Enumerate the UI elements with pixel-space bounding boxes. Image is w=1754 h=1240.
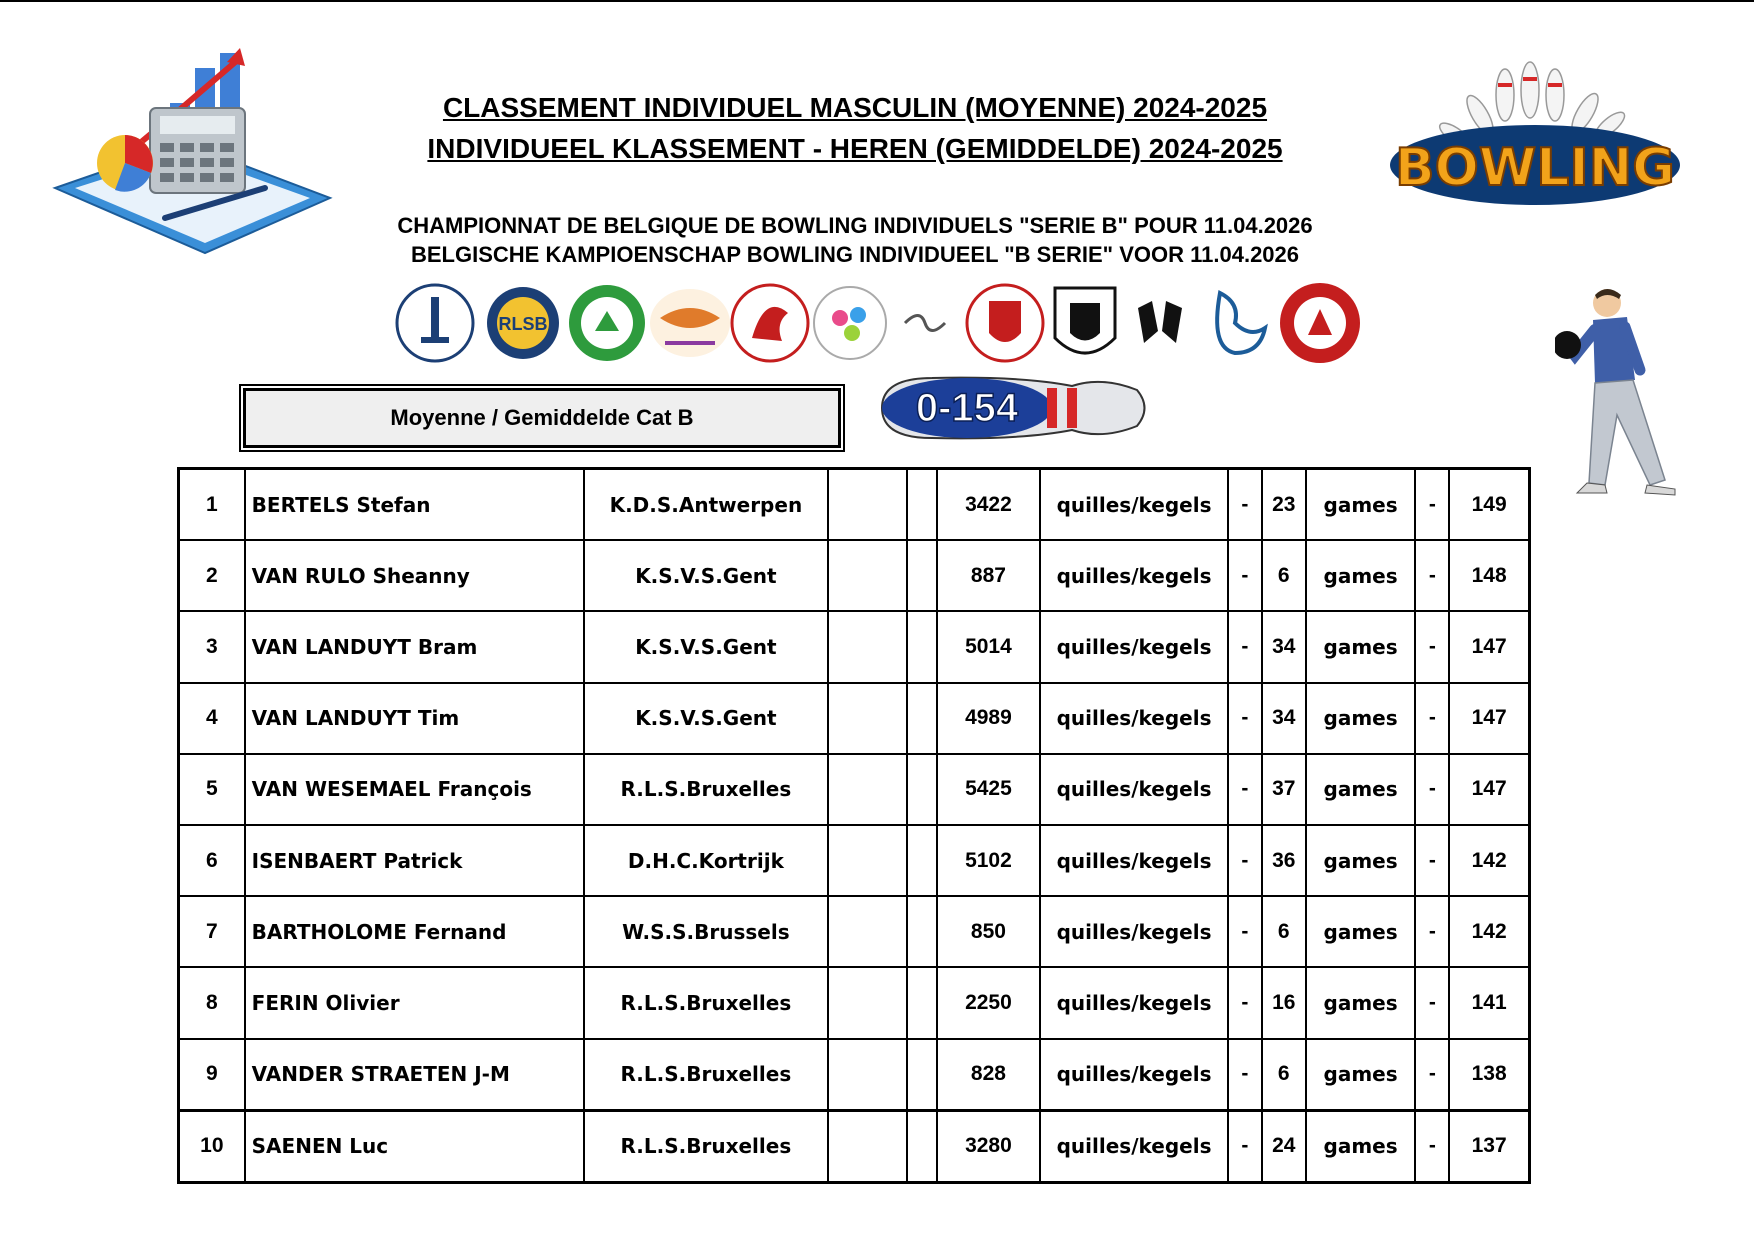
finance-chart-illustration [45, 48, 335, 268]
separator-cell: - [1415, 825, 1449, 896]
position-cell: 6 [179, 825, 245, 896]
category-range-pin [872, 372, 1157, 444]
pins-unit-cell: quilles/kegels [1040, 683, 1228, 754]
table-row [179, 540, 1530, 611]
pins-unit-cell: quilles/kegels [1040, 1110, 1228, 1182]
club-logo-3 [569, 285, 645, 361]
position-cell: 9 [179, 1039, 245, 1111]
club-cell: R.L.S.Bruxelles [584, 754, 828, 825]
average-cell: 147 [1449, 611, 1529, 682]
table-row [179, 611, 1530, 682]
club-logos-row [395, 278, 1415, 368]
pins-total-cell: 850 [937, 896, 1040, 967]
average-cell: 147 [1449, 754, 1529, 825]
pins-unit-cell: quilles/kegels [1040, 540, 1228, 611]
games-label-cell: games [1306, 469, 1416, 541]
club-logo-11 [1217, 293, 1265, 353]
games-label-cell: games [1306, 611, 1416, 682]
club-cell: D.H.C.Kortrijk [584, 825, 828, 896]
empty-cell [828, 967, 907, 1038]
table-row [179, 825, 1530, 896]
pins-unit-cell: quilles/kegels [1040, 611, 1228, 682]
games-count-cell: 36 [1262, 825, 1306, 896]
table-row [179, 754, 1530, 825]
player-name-cell: FERIN Olivier [245, 967, 584, 1038]
games-count-cell: 34 [1262, 683, 1306, 754]
separator-cell: - [1228, 1039, 1262, 1111]
club-logo-9 [1055, 288, 1115, 353]
pins-total-cell: 5102 [937, 825, 1040, 896]
bowling-logo-text: BOWLING [1395, 138, 1675, 198]
separator-cell: - [1415, 611, 1449, 682]
empty-cell [907, 469, 937, 541]
title-french: CLASSEMENT INDIVIDUEL MASCULIN (MOYENNE) 2024-2025 [442, 92, 1268, 123]
rankings-table [177, 467, 1531, 1184]
table-row [179, 1110, 1530, 1182]
games-count-cell: 24 [1262, 1110, 1306, 1182]
table-row [179, 1039, 1530, 1111]
separator-cell: - [1228, 683, 1262, 754]
empty-cell [828, 1110, 907, 1182]
games-label-cell: games [1306, 540, 1416, 611]
club-cell: K.D.S.Antwerpen [584, 469, 828, 541]
separator-cell: - [1415, 1039, 1449, 1111]
average-cell: 138 [1449, 1039, 1529, 1111]
club-logo-4 [650, 289, 730, 357]
category-range-text: 0-154 [915, 386, 1019, 430]
category-label-box: Moyenne / Gemiddelde Cat B [243, 388, 841, 448]
separator-cell: - [1415, 540, 1449, 611]
empty-cell [907, 1110, 937, 1182]
subtitle-dutch: BELGISCHE KAMPIOENSCHAP BOWLING INDIVIDUEEL "B SERIE" VOOR 11.04.2026 [410, 242, 1300, 267]
games-label-cell: games [1306, 967, 1416, 1038]
table-row [179, 967, 1530, 1038]
games-count-cell: 6 [1262, 1039, 1306, 1111]
position-cell: 7 [179, 896, 245, 967]
club-logo-1 [397, 285, 473, 361]
average-cell: 142 [1449, 896, 1529, 967]
empty-cell [907, 1039, 937, 1111]
games-count-cell: 34 [1262, 611, 1306, 682]
empty-cell [828, 540, 907, 611]
games-label-cell: games [1306, 683, 1416, 754]
empty-cell [907, 754, 937, 825]
club-cell: K.S.V.S.Gent [584, 683, 828, 754]
separator-cell: - [1228, 469, 1262, 541]
empty-cell [907, 683, 937, 754]
club-logo-rlsb [487, 287, 559, 359]
pins-unit-cell: quilles/kegels [1040, 967, 1228, 1038]
player-name-cell: VANDER STRAETEN J-M [245, 1039, 584, 1111]
empty-cell [907, 896, 937, 967]
pins-unit-cell: quilles/kegels [1040, 754, 1228, 825]
games-label-cell: games [1306, 1039, 1416, 1111]
games-count-cell: 16 [1262, 967, 1306, 1038]
games-count-cell: 6 [1262, 540, 1306, 611]
empty-cell [907, 540, 937, 611]
club-cell: K.S.V.S.Gent [584, 540, 828, 611]
games-count-cell: 37 [1262, 754, 1306, 825]
player-name-cell: VAN LANDUYT Tim [245, 683, 584, 754]
games-count-cell: 23 [1262, 469, 1306, 541]
separator-cell: - [1228, 1110, 1262, 1182]
empty-cell [828, 469, 907, 541]
separator-cell: - [1228, 611, 1262, 682]
empty-cell [907, 967, 937, 1038]
pins-total-cell: 3280 [937, 1110, 1040, 1182]
bowling-logo [1385, 55, 1685, 215]
player-name-cell: BARTHOLOME Fernand [245, 896, 584, 967]
player-name-cell: ISENBAERT Patrick [245, 825, 584, 896]
games-label-cell: games [1306, 896, 1416, 967]
player-name-cell: VAN RULO Sheanny [245, 540, 584, 611]
separator-cell: - [1228, 540, 1262, 611]
separator-cell: - [1228, 825, 1262, 896]
club-cell: R.L.S.Bruxelles [584, 1039, 828, 1111]
separator-cell: - [1415, 754, 1449, 825]
position-cell: 2 [179, 540, 245, 611]
pins-total-cell: 828 [937, 1039, 1040, 1111]
average-cell: 141 [1449, 967, 1529, 1038]
average-cell: 147 [1449, 683, 1529, 754]
games-label-cell: games [1306, 1110, 1416, 1182]
pins-total-cell: 3422 [937, 469, 1040, 541]
subtitle-french: CHAMPIONNAT DE BELGIQUE DE BOWLING INDIVIDUELS "SERIE B" POUR 11.04.2026 [397, 213, 1313, 238]
pins-unit-cell: quilles/kegels [1040, 896, 1228, 967]
table-row [179, 896, 1530, 967]
average-cell: 142 [1449, 825, 1529, 896]
club-logo-5 [732, 285, 808, 361]
separator-cell: - [1415, 967, 1449, 1038]
rlsb-text: RLSB [498, 314, 548, 334]
position-cell: 3 [179, 611, 245, 682]
position-cell: 10 [179, 1110, 245, 1182]
club-logo-10 [1138, 301, 1182, 343]
pins-total-cell: 5014 [937, 611, 1040, 682]
position-cell: 5 [179, 754, 245, 825]
player-name-cell: VAN LANDUYT Bram [245, 611, 584, 682]
games-count-cell: 6 [1262, 896, 1306, 967]
club-logo-6 [814, 287, 886, 359]
position-cell: 1 [179, 469, 245, 541]
pins-total-cell: 887 [937, 540, 1040, 611]
empty-cell [907, 611, 937, 682]
separator-cell: - [1228, 896, 1262, 967]
table-row [179, 683, 1530, 754]
table-row [179, 469, 1530, 541]
club-cell: R.L.S.Bruxelles [584, 1110, 828, 1182]
separator-cell: - [1415, 469, 1449, 541]
player-name-cell: BERTELS Stefan [245, 469, 584, 541]
separator-cell: - [1228, 754, 1262, 825]
pins-unit-cell: quilles/kegels [1040, 1039, 1228, 1111]
position-cell: 4 [179, 683, 245, 754]
empty-cell [828, 1039, 907, 1111]
top-border [0, 0, 1754, 2]
separator-cell: - [1415, 683, 1449, 754]
club-logo-8 [967, 285, 1043, 361]
separator-cell: - [1228, 967, 1262, 1038]
pins-total-cell: 4989 [937, 683, 1040, 754]
pins-unit-cell: quilles/kegels [1040, 469, 1228, 541]
average-cell: 148 [1449, 540, 1529, 611]
empty-cell [828, 896, 907, 967]
club-cell: R.L.S.Bruxelles [584, 967, 828, 1038]
bowler-figure [1555, 285, 1705, 505]
average-cell: 149 [1449, 469, 1529, 541]
player-name-cell: SAENEN Luc [245, 1110, 584, 1182]
club-cell: W.S.S.Brussels [584, 896, 828, 967]
separator-cell: - [1415, 1110, 1449, 1182]
empty-cell [907, 825, 937, 896]
average-cell: 137 [1449, 1110, 1529, 1182]
pins-total-cell: 2250 [937, 967, 1040, 1038]
separator-cell: - [1415, 896, 1449, 967]
player-name-cell: VAN WESEMAEL François [245, 754, 584, 825]
empty-cell [828, 683, 907, 754]
empty-cell [828, 825, 907, 896]
empty-cell [828, 754, 907, 825]
games-label-cell: games [1306, 825, 1416, 896]
position-cell: 8 [179, 967, 245, 1038]
club-logo-7 [905, 316, 945, 331]
pins-unit-cell: quilles/kegels [1040, 825, 1228, 896]
club-logo-12 [1280, 283, 1360, 363]
title-dutch: INDIVIDUEEL KLASSEMENT - HEREN (GEMIDDELDE) 2024-2025 [427, 133, 1283, 164]
club-cell: K.S.V.S.Gent [584, 611, 828, 682]
pins-total-cell: 5425 [937, 754, 1040, 825]
empty-cell [828, 611, 907, 682]
games-label-cell: games [1306, 754, 1416, 825]
